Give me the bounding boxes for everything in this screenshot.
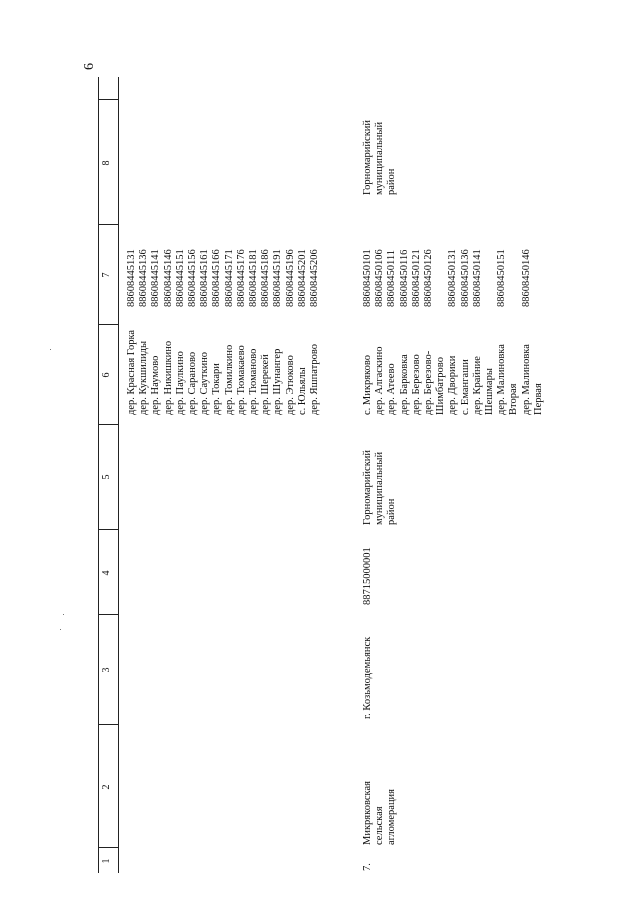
list-item: 88608450126 bbox=[423, 249, 435, 307]
list-item: дер. Красная Горка bbox=[126, 329, 137, 415]
center-name: г. Козьмодемьянск bbox=[362, 636, 373, 719]
list-item: дер. Дворики bbox=[447, 355, 459, 415]
column-header-4: 4 bbox=[101, 570, 112, 576]
list-item: 88608445166 bbox=[211, 249, 223, 307]
column-separator bbox=[98, 847, 118, 848]
list-item: 88608450151 bbox=[496, 249, 508, 307]
list-item: 88608450121 bbox=[410, 249, 422, 307]
row-number: 7. bbox=[362, 863, 373, 871]
column-separator bbox=[98, 224, 118, 225]
list-item bbox=[533, 249, 545, 307]
list-item: дер. Малиновка bbox=[520, 344, 532, 415]
list-item bbox=[508, 249, 520, 307]
list-item: дер. Токари bbox=[211, 363, 223, 415]
column-separator bbox=[98, 614, 118, 615]
list-item: 88608450116 bbox=[398, 249, 410, 307]
list-item: дер. Сараново bbox=[187, 351, 199, 415]
list-item: 88608445146 bbox=[162, 249, 174, 307]
district-name: Горномарийский муниципальный район bbox=[362, 449, 398, 525]
table-header-bottom-border bbox=[118, 77, 119, 873]
list-item: 88608445186 bbox=[260, 249, 272, 307]
list-item: дер. Шерекей bbox=[260, 354, 272, 415]
list-item: 88608450131 bbox=[447, 249, 459, 307]
list-item: 88608445176 bbox=[235, 249, 247, 307]
column-header-6: 6 bbox=[101, 372, 112, 378]
list-item: 88608445136 bbox=[138, 249, 150, 307]
list-item: дер. Крайние bbox=[471, 356, 483, 415]
list-item: 88608450106 bbox=[374, 249, 386, 307]
scan-speck bbox=[63, 614, 64, 615]
center-code: 88715000001 bbox=[362, 547, 373, 605]
list-item: 88608445161 bbox=[199, 249, 211, 307]
list-item: 88608445141 bbox=[150, 249, 162, 307]
list-item: 88608445156 bbox=[187, 249, 199, 307]
column-separator bbox=[98, 529, 118, 530]
list-item bbox=[435, 249, 447, 307]
list-item: дер. Малиновка bbox=[496, 344, 508, 415]
list-item: 88608450136 bbox=[459, 249, 471, 307]
page-number: 6 bbox=[82, 63, 97, 70]
column-header-7: 7 bbox=[101, 272, 112, 278]
list-item: 88608445191 bbox=[272, 249, 284, 307]
list-item: Шимбатрово bbox=[435, 357, 447, 415]
table-header-top-border bbox=[98, 77, 99, 873]
list-item: дер. Барковка bbox=[398, 354, 410, 415]
list-item: 88608445206 bbox=[309, 249, 321, 307]
list-item: дер. Сауткино bbox=[199, 351, 211, 415]
column-header-1: 1 bbox=[101, 858, 112, 864]
list-item: 88608450146 bbox=[520, 249, 532, 307]
list-item: дер. Алгаскино bbox=[374, 346, 386, 415]
list-item: 88608450141 bbox=[471, 249, 483, 307]
list-item: с. Емангаши bbox=[459, 359, 471, 415]
localities-list-row7 bbox=[362, 344, 545, 415]
column-separator bbox=[98, 724, 118, 725]
agglomeration-name: Микряковская сельская агломерация bbox=[362, 781, 398, 845]
list-item: дер. Наумово bbox=[150, 355, 162, 415]
list-item: 88608445171 bbox=[223, 249, 235, 307]
list-item: Шешмары bbox=[484, 368, 496, 415]
list-item: 88608445151 bbox=[174, 249, 186, 307]
list-item: 88608450111 bbox=[386, 250, 398, 307]
column-separator bbox=[98, 99, 118, 100]
list-item: Вторая bbox=[508, 383, 520, 415]
list-item: 88608450101 bbox=[362, 249, 373, 307]
list-item: дер. Тюманово bbox=[248, 348, 260, 415]
list-item: дер. Этюково bbox=[284, 355, 296, 415]
list-item: с. Юльялы bbox=[296, 367, 308, 415]
list-item: дер. Томилкино bbox=[223, 344, 235, 415]
list-item: дер. Шунангер bbox=[272, 348, 284, 415]
list-item: с. Микряково bbox=[362, 354, 373, 415]
list-item: дер. Березово bbox=[410, 354, 422, 415]
list-item: дер. Никишкино bbox=[162, 340, 174, 415]
column-header-3: 3 bbox=[101, 667, 112, 673]
list-item: дер. Атеево bbox=[386, 363, 398, 415]
list-item: дер. Тюмакаево bbox=[235, 345, 247, 415]
list-item: 88608445196 bbox=[284, 249, 296, 307]
district-name-col8: Горномарийский муниципальный район bbox=[362, 119, 398, 195]
list-item: 88608445131 bbox=[126, 249, 137, 307]
codes-list-group1 bbox=[126, 249, 321, 307]
list-item: дер. Яшпатрово bbox=[309, 344, 321, 415]
localities-list-group1 bbox=[126, 330, 321, 415]
list-item: 88608445181 bbox=[248, 249, 260, 307]
column-header-2: 2 bbox=[101, 784, 112, 790]
codes-list-row7 bbox=[362, 249, 545, 307]
scan-speck bbox=[60, 629, 61, 630]
list-item: дер. Березово- bbox=[423, 350, 435, 415]
column-separator bbox=[98, 424, 118, 425]
list-item: дер. Кукшилиды bbox=[138, 340, 150, 415]
column-separator bbox=[98, 324, 118, 325]
column-header-8: 8 bbox=[101, 160, 112, 166]
list-item bbox=[484, 249, 496, 307]
list-item: 88608445201 bbox=[296, 249, 308, 307]
scan-speck bbox=[50, 349, 51, 350]
list-item: Первая bbox=[532, 383, 544, 415]
list-item: дер. Паулкино bbox=[174, 351, 186, 415]
column-header-5: 5 bbox=[101, 474, 112, 480]
